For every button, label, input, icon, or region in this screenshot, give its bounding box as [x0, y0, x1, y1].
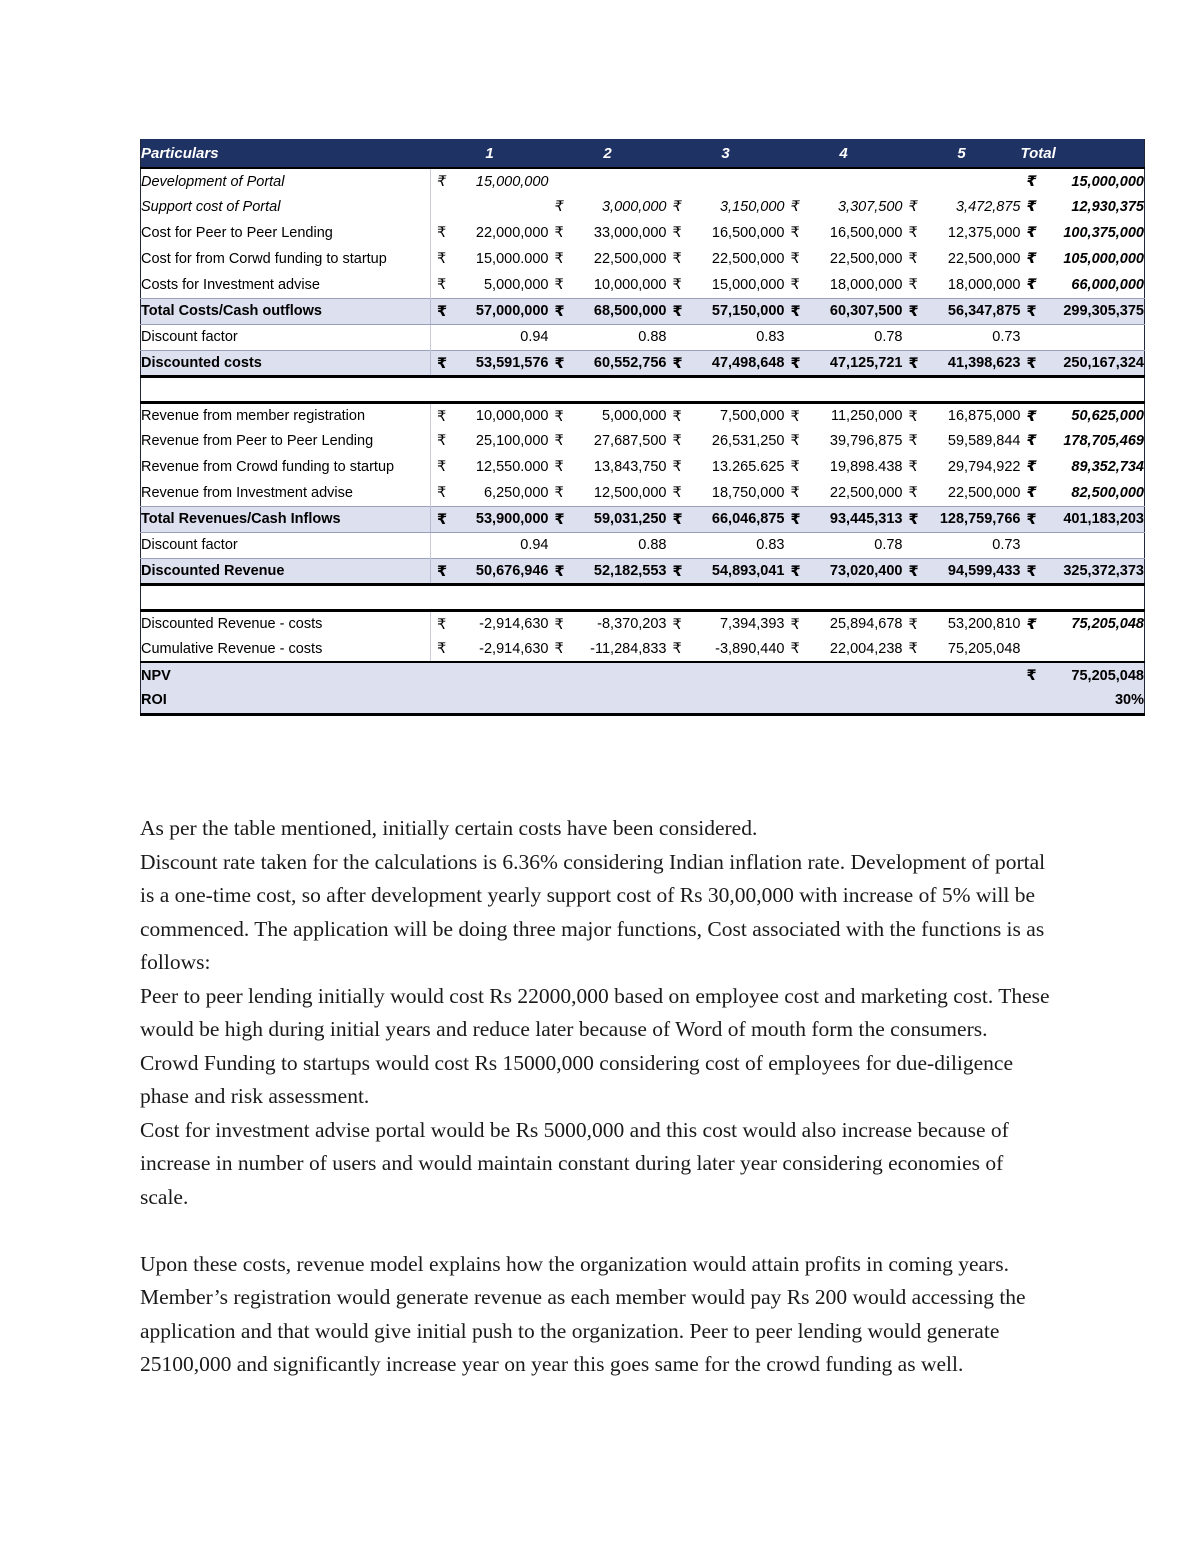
- table-row: [141, 402, 1145, 428]
- rupee-icon: ₹: [790, 355, 801, 372]
- table-row-discounted-costs: [141, 350, 1145, 376]
- cell-year-1: ₹ 50,676,946: [431, 558, 549, 584]
- spacer-cell: [785, 688, 903, 714]
- rupee-icon: ₹: [1026, 511, 1037, 528]
- cell-year-1: 0.94: [431, 532, 549, 558]
- cell-total: ₹ 75,205,048: [1021, 610, 1145, 636]
- table-row-total-revenues: [141, 506, 1145, 532]
- spacer-cell: [667, 662, 785, 688]
- row-label: Total Costs/Cash outflows: [141, 298, 431, 324]
- cell-total: ₹ 50,625,000: [1021, 402, 1145, 428]
- table-row-discounted-revenue: [141, 558, 1145, 584]
- table-row-discount-factor-revenue: [141, 532, 1145, 558]
- cell-year-5: ₹ 18,000,000: [903, 272, 1021, 298]
- cell-total: ₹ 401,183,203: [1021, 506, 1145, 532]
- column-header-year-5: 5: [903, 139, 1021, 168]
- cell-year-4: ₹ 22,500,000: [785, 246, 903, 272]
- spacer-cell: [903, 662, 1021, 688]
- cell-total: [1021, 532, 1145, 558]
- cell-year-2: ₹ -8,370,203: [549, 610, 667, 636]
- cell-year-1: ₹ 22,000,000: [431, 220, 549, 246]
- table-row-cumulative: [141, 636, 1145, 662]
- table-row: [141, 428, 1145, 454]
- rupee-icon: ₹: [672, 459, 682, 475]
- cell-year-4: ₹ 73,020,400: [785, 558, 903, 584]
- cell-year-5: ₹ 41,398,623: [903, 350, 1021, 376]
- cell-year-5: ₹ 16,875,000: [903, 402, 1021, 428]
- rupee-icon: ₹: [908, 303, 919, 320]
- rupee-icon: ₹: [790, 251, 800, 267]
- cell-year-5: ₹ 128,759,766: [903, 506, 1021, 532]
- rupee-icon: ₹: [554, 277, 564, 293]
- rupee-icon: ₹: [1026, 485, 1037, 501]
- cell-year-2: ₹ 22,500,000: [549, 246, 667, 272]
- rupee-icon: ₹: [790, 511, 801, 528]
- cell-year-3: ₹ -3,890,440: [667, 636, 785, 662]
- spacer-cell: [1021, 584, 1145, 610]
- cell-year-2: 0.88: [549, 324, 667, 350]
- spacer-cell: [549, 662, 667, 688]
- rupee-icon: ₹: [672, 251, 682, 267]
- cell-year-3: ₹ 57,150,000: [667, 298, 785, 324]
- row-label: Total Revenues/Cash Inflows: [141, 506, 431, 532]
- rupee-icon: ₹: [908, 277, 918, 293]
- spacer-cell: [1021, 376, 1145, 402]
- rupee-icon: ₹: [672, 303, 683, 320]
- cell-year-5: [903, 168, 1021, 194]
- cell-year-4: ₹ 3,307,500: [785, 194, 903, 220]
- row-label: Development of Portal: [141, 168, 431, 194]
- cell-total: ₹ 105,000,000: [1021, 246, 1145, 272]
- rupee-icon: ₹: [672, 485, 682, 501]
- cell-year-3: ₹ 26,531,250: [667, 428, 785, 454]
- cell-year-1: ₹ -2,914,630: [431, 636, 549, 662]
- rupee-icon: ₹: [437, 459, 447, 475]
- spacer-cell: [667, 688, 785, 714]
- cell-year-4: [785, 168, 903, 194]
- rupee-icon: ₹: [1026, 225, 1037, 241]
- rupee-icon: ₹: [672, 355, 683, 372]
- rupee-icon: ₹: [554, 563, 565, 580]
- revenue-section: [141, 402, 1145, 610]
- cell-year-1: ₹ 15,000.000: [431, 246, 549, 272]
- cell-year-2: ₹ 27,687,500: [549, 428, 667, 454]
- cell-year-2: ₹ 3,000,000: [549, 194, 667, 220]
- row-label: Revenue from Crowd funding to startup: [141, 454, 431, 480]
- cell-year-1: ₹ 25,100,000: [431, 428, 549, 454]
- spacer-cell: [431, 688, 549, 714]
- rupee-icon: ₹: [1026, 174, 1037, 190]
- cell-year-3: ₹ 47,498,648: [667, 350, 785, 376]
- cell-year-2: ₹ 33,000,000: [549, 220, 667, 246]
- rupee-icon: ₹: [437, 408, 447, 425]
- cell-year-1: 0.94: [431, 324, 549, 350]
- row-label: Support cost of Portal: [141, 194, 431, 220]
- cell-total: ₹ 299,305,375: [1021, 298, 1145, 324]
- cell-year-4: ₹ 47,125,721: [785, 350, 903, 376]
- row-label: ROI: [141, 688, 431, 714]
- spacer-cell: [549, 688, 667, 714]
- rupee-icon: ₹: [1026, 277, 1037, 293]
- spacer-cell: [549, 376, 667, 402]
- rupee-icon: ₹: [790, 433, 800, 449]
- row-label: Discount factor: [141, 532, 431, 558]
- row-label: Discounted Revenue - costs: [141, 610, 431, 636]
- rupee-icon: ₹: [437, 563, 448, 580]
- cell-year-3: ₹ 7,394,393: [667, 610, 785, 636]
- npv-value: ₹ 75,205,048: [1021, 662, 1145, 688]
- table-row-net-discounted: [141, 610, 1145, 636]
- table-row: [141, 480, 1145, 506]
- rupee-icon: ₹: [672, 433, 682, 449]
- rupee-icon: ₹: [672, 641, 682, 657]
- cell-year-3: 0.83: [667, 324, 785, 350]
- rupee-icon: ₹: [908, 641, 918, 657]
- cell-year-4: ₹ 16,500,000: [785, 220, 903, 246]
- table-row: [141, 454, 1145, 480]
- rupee-icon: ₹: [554, 408, 564, 425]
- narrative-text: [140, 812, 1055, 1382]
- cell-year-4: ₹ 25,894,678: [785, 610, 903, 636]
- cell-total: ₹ 178,705,469: [1021, 428, 1145, 454]
- table-header: [141, 139, 1145, 168]
- rupee-icon: ₹: [1026, 616, 1037, 633]
- spacer-cell: [903, 584, 1021, 610]
- column-header-year-3: 3: [667, 139, 785, 168]
- section-separator: [141, 376, 1145, 402]
- rupee-icon: ₹: [554, 225, 564, 241]
- spacer-cell: [903, 688, 1021, 714]
- spacer-cell: [785, 662, 903, 688]
- cell-year-3: ₹ 66,046,875: [667, 506, 785, 532]
- rupee-icon: ₹: [437, 511, 448, 528]
- cell-year-4: ₹ 39,796,875: [785, 428, 903, 454]
- cell-year-3: ₹ 18,750,000: [667, 480, 785, 506]
- rupee-icon: ₹: [554, 641, 564, 657]
- row-label: Discounted Revenue: [141, 558, 431, 584]
- row-label: Revenue from member registration: [141, 402, 431, 428]
- cell-year-2: [549, 168, 667, 194]
- cell-year-3: ₹ 22,500,000: [667, 246, 785, 272]
- row-label: Cost for Peer to Peer Lending: [141, 220, 431, 246]
- rupee-icon: ₹: [554, 616, 564, 633]
- rupee-icon: ₹: [672, 511, 683, 528]
- cell-year-4: ₹ 93,445,313: [785, 506, 903, 532]
- paragraph-investment-advise-cost: Cost for investment advise portal would be Rs 5000,000 and this cost would also increase because of increase in number of users and would maintain constant during later year considering economies of scale.: [140, 1117, 1009, 1209]
- spacer-cell: [785, 376, 903, 402]
- rupee-icon: ₹: [790, 563, 801, 580]
- rupee-icon: ₹: [908, 251, 918, 267]
- table-row-npv: [141, 662, 1145, 688]
- cell-year-2: ₹ 52,182,553: [549, 558, 667, 584]
- cell-year-2: ₹ 68,500,000: [549, 298, 667, 324]
- rupee-icon: ₹: [1026, 199, 1037, 215]
- rupee-icon: ₹: [790, 641, 800, 657]
- rupee-icon: ₹: [1026, 303, 1037, 320]
- cell-year-3: 0.83: [667, 532, 785, 558]
- cell-year-1: [431, 194, 549, 220]
- column-header-year-1: 1: [431, 139, 549, 168]
- rupee-icon: ₹: [790, 199, 800, 215]
- table-header-row: [141, 139, 1145, 168]
- cell-year-5: 0.73: [903, 324, 1021, 350]
- cell-year-3: ₹ 54,893,041: [667, 558, 785, 584]
- rupee-icon: ₹: [908, 616, 918, 633]
- paragraph-crowd-funding-cost: Crowd Funding to startups would cost Rs 15000,000 considering cost of employees for due-diligence phase and risk assessment.: [140, 1050, 1014, 1108]
- cell-year-1: ₹ -2,914,630: [431, 610, 549, 636]
- rupee-icon: ₹: [908, 485, 918, 501]
- spacer-cell: [549, 584, 667, 610]
- row-label: Cost for from Corwd funding to startup: [141, 246, 431, 272]
- rupee-icon: ₹: [908, 433, 918, 449]
- cell-year-4: ₹ 22,500,000: [785, 480, 903, 506]
- table-row: [141, 194, 1145, 220]
- rupee-icon: ₹: [672, 277, 682, 293]
- cell-year-1: ₹ 53,900,000: [431, 506, 549, 532]
- cell-year-3: ₹ 16,500,000: [667, 220, 785, 246]
- paragraph-peer-lending-cost: Peer to peer lending initially would cost Rs 22000,000 based on employee cost and marketing cost. These would be high during initial years and reduce later because of Word of mouth form the consumers.: [140, 983, 1050, 1041]
- table-row: [141, 220, 1145, 246]
- rupee-icon: ₹: [437, 225, 447, 241]
- spacer-cell: [667, 584, 785, 610]
- cell-year-5: ₹ 94,599,433: [903, 558, 1021, 584]
- cell-year-1: ₹ 57,000,000: [431, 298, 549, 324]
- rupee-icon: ₹: [908, 408, 918, 425]
- rupee-icon: ₹: [554, 199, 564, 215]
- rupee-icon: ₹: [790, 225, 800, 241]
- cell-year-5: ₹ 75,205,048: [903, 636, 1021, 662]
- paragraph-revenue-model: Upon these costs, revenue model explains how the organization would attain profits in coming years. Member’s registration would generate revenue as each member would pay Rs 200 would accessing the application and that would give initial push to the organization. Peer to peer lending would generate 25100,000 and significantly increase year on year this goes same for the crowd funding as well.: [140, 1251, 1026, 1376]
- cell-year-5: ₹ 3,472,875: [903, 194, 1021, 220]
- roi-value: 30%: [1021, 688, 1145, 714]
- section-separator: [141, 584, 1145, 610]
- spacer-cell: [431, 662, 549, 688]
- column-header-particulars: Particulars: [141, 139, 431, 168]
- rupee-icon: ₹: [790, 459, 800, 475]
- row-label: Costs for Investment advise: [141, 272, 431, 298]
- summary-section: [141, 610, 1145, 714]
- cell-total: ₹ 250,167,324: [1021, 350, 1145, 376]
- rupee-icon: ₹: [790, 277, 800, 293]
- financial-table-container: [140, 139, 1144, 716]
- rupee-icon: ₹: [437, 433, 447, 449]
- column-header-year-2: 2: [549, 139, 667, 168]
- rupee-icon: ₹: [1026, 433, 1037, 449]
- cell-year-2: ₹ 5,000,000: [549, 402, 667, 428]
- rupee-icon: ₹: [1026, 355, 1037, 372]
- rupee-icon: ₹: [437, 641, 447, 657]
- cell-total: ₹ 89,352,734: [1021, 454, 1145, 480]
- row-label: NPV: [141, 662, 431, 688]
- rupee-icon: ₹: [908, 225, 918, 241]
- cell-year-2: ₹ 60,552,756: [549, 350, 667, 376]
- cell-year-4: 0.78: [785, 532, 903, 558]
- rupee-icon: ₹: [672, 199, 682, 215]
- cell-year-3: ₹ 3,150,000: [667, 194, 785, 220]
- rupee-icon: ₹: [790, 485, 800, 501]
- row-label: Cumulative Revenue - costs: [141, 636, 431, 662]
- rupee-icon: ₹: [1026, 408, 1037, 425]
- rupee-icon: ₹: [1026, 459, 1037, 475]
- cell-year-4: ₹ 60,307,500: [785, 298, 903, 324]
- cell-year-3: [667, 168, 785, 194]
- cell-year-1: ₹ 5,000,000: [431, 272, 549, 298]
- rupee-icon: ₹: [437, 616, 447, 633]
- rupee-icon: ₹: [908, 511, 919, 528]
- cell-total: ₹ 66,000,000: [1021, 272, 1145, 298]
- row-label: Discounted costs: [141, 350, 431, 376]
- rupee-icon: ₹: [437, 355, 448, 372]
- spacer-cell: [903, 376, 1021, 402]
- rupee-icon: ₹: [908, 563, 919, 580]
- cell-year-2: ₹ 12,500,000: [549, 480, 667, 506]
- cell-year-2: 0.88: [549, 532, 667, 558]
- cell-year-4: 0.78: [785, 324, 903, 350]
- cell-year-5: ₹ 22,500,000: [903, 480, 1021, 506]
- rupee-icon: ₹: [554, 485, 564, 501]
- rupee-icon: ₹: [908, 355, 919, 372]
- column-header-total: Total: [1021, 139, 1145, 168]
- spacer-cell: [667, 376, 785, 402]
- cell-year-2: ₹ 10,000,000: [549, 272, 667, 298]
- rupee-icon: ₹: [437, 174, 447, 190]
- rupee-icon: ₹: [554, 459, 564, 475]
- rupee-icon: ₹: [672, 563, 683, 580]
- rupee-icon: ₹: [908, 199, 918, 215]
- cell-total: ₹ 325,372,373: [1021, 558, 1145, 584]
- cell-total: ₹ 100,375,000: [1021, 220, 1145, 246]
- cell-total: [1021, 636, 1145, 662]
- paragraph-intro: As per the table mentioned, initially certain costs have been considered.: [140, 816, 758, 840]
- rupee-icon: ₹: [672, 616, 682, 633]
- cell-year-1: ₹ 6,250,000: [431, 480, 549, 506]
- cell-year-5: ₹ 22,500,000: [903, 246, 1021, 272]
- cell-year-5: ₹ 12,375,000: [903, 220, 1021, 246]
- spacer-cell: [431, 376, 549, 402]
- table-row-discount-factor-costs: [141, 324, 1145, 350]
- rupee-icon: ₹: [672, 225, 682, 241]
- rupee-icon: ₹: [790, 616, 800, 633]
- rupee-icon: ₹: [437, 277, 447, 293]
- rupee-icon: ₹: [554, 303, 565, 320]
- row-label: Revenue from Peer to Peer Lending: [141, 428, 431, 454]
- cell-year-3: ₹ 7,500,000: [667, 402, 785, 428]
- rupee-icon: ₹: [672, 408, 682, 425]
- rupee-icon: ₹: [1026, 251, 1037, 267]
- cell-year-3: ₹ 13.265.625: [667, 454, 785, 480]
- cell-total: ₹ 82,500,000: [1021, 480, 1145, 506]
- cell-year-4: ₹ 11,250,000: [785, 402, 903, 428]
- rupee-icon: ₹: [1026, 668, 1037, 684]
- table-row: [141, 272, 1145, 298]
- cell-year-2: ₹ 59,031,250: [549, 506, 667, 532]
- rupee-icon: ₹: [554, 251, 564, 267]
- cell-year-1: ₹ 53,591,576: [431, 350, 549, 376]
- npv-roi-table: [140, 139, 1145, 716]
- cell-year-5: ₹ 29,794,922: [903, 454, 1021, 480]
- cell-year-4: ₹ 22,004,238: [785, 636, 903, 662]
- rupee-icon: ₹: [437, 485, 447, 501]
- table-row-roi: [141, 688, 1145, 714]
- rupee-icon: ₹: [908, 459, 918, 475]
- rupee-icon: ₹: [554, 511, 565, 528]
- cell-year-1: ₹ 10,000,000: [431, 402, 549, 428]
- cell-year-5: ₹ 59,589,844: [903, 428, 1021, 454]
- paragraph-discount-rate: Discount rate taken for the calculations is 6.36% considering Indian inflation rate. Development of portal is a one-time cost, so after development yearly support cost of Rs 30,00,000 with increase of 5% will be commenced. The application will be doing three major functions, Cost associated with the functions is as follows:: [140, 849, 1046, 974]
- spacer-cell: [141, 584, 431, 610]
- column-header-year-4: 4: [785, 139, 903, 168]
- rupee-icon: ₹: [790, 303, 801, 320]
- cell-total: ₹ 15,000,000: [1021, 168, 1145, 194]
- cell-year-2: ₹ -11,284,833: [549, 636, 667, 662]
- cell-total: [1021, 324, 1145, 350]
- rupee-icon: ₹: [554, 355, 565, 372]
- spacer-cell: [785, 584, 903, 610]
- row-label: Discount factor: [141, 324, 431, 350]
- row-label: Revenue from Investment advise: [141, 480, 431, 506]
- cell-year-1: ₹ 12,550.000: [431, 454, 549, 480]
- spacer-cell: [141, 376, 431, 402]
- cell-year-2: ₹ 13,843,750: [549, 454, 667, 480]
- cell-year-4: ₹ 18,000,000: [785, 272, 903, 298]
- cell-year-5: ₹ 56,347,875: [903, 298, 1021, 324]
- rupee-icon: ₹: [1026, 563, 1037, 580]
- table-row: [141, 246, 1145, 272]
- cell-year-5: 0.73: [903, 532, 1021, 558]
- spacer-cell: [431, 584, 549, 610]
- cell-total: ₹ 12,930,375: [1021, 194, 1145, 220]
- cell-year-5: ₹ 53,200,810: [903, 610, 1021, 636]
- rupee-icon: ₹: [554, 433, 564, 449]
- table-row: [141, 168, 1145, 194]
- table-row-total-costs: [141, 298, 1145, 324]
- cell-year-3: ₹ 15,000,000: [667, 272, 785, 298]
- rupee-icon: ₹: [437, 303, 448, 320]
- cell-year-1: ₹ 15,000,000: [431, 168, 549, 194]
- rupee-icon: ₹: [437, 251, 447, 267]
- cost-section: [141, 168, 1145, 402]
- rupee-icon: ₹: [790, 408, 800, 425]
- cell-year-4: ₹ 19,898.438: [785, 454, 903, 480]
